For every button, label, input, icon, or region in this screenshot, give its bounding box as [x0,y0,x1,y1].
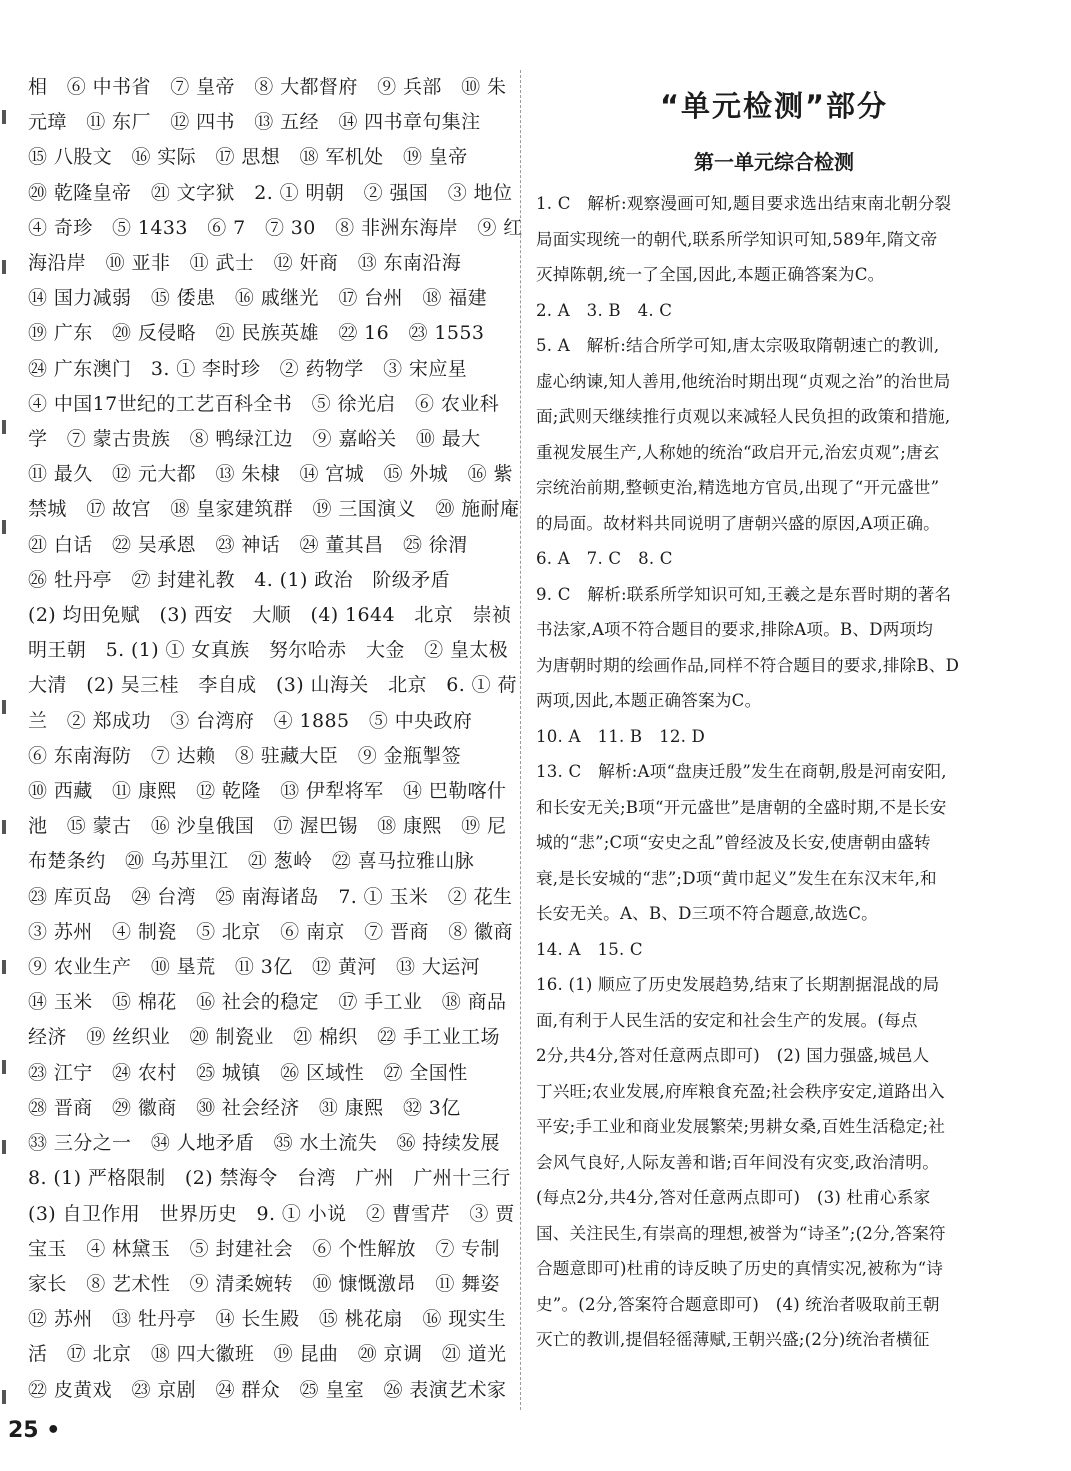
answer-line: 重视发展生产,人称她的统治“政启开元,治宏贞观”;唐玄 [536,442,940,462]
left-answer-column [28,70,523,1408]
answer-line: 合题意即可)杜甫的诗反映了历史的真情实况,被称为“诗 [536,1259,944,1278]
answer-line: ㉓ 江宁 ㉔ 农村 ㉕ 城镇 ㉖ 区域性 ㉗ 全国性 [28,1061,468,1084]
answer-line: ㉒ 皮黄戏 ㉓ 京剧 ㉔ 群众 ㉕ 皇室 ㉖ 表演艺术家 [28,1378,507,1401]
answer-line: 5. A 解析:结合所学可知,唐太宗吸取隋朝速亡的教训, [536,336,940,355]
answer-line: 学 ⑦ 蒙古贵族 ⑧ 鸭绿江边 ⑨ 嘉峪关 ⑩ 最大 [28,428,481,451]
answer-line: ⑭ 玉米 ⑮ 棉花 ⑯ 社会的稳定 ⑰ 手工业 ⑱ 商品 [28,991,507,1014]
answer-line: 书法家,A项不符合题目的要求,排除A项。B、D两项均 [536,620,934,639]
answer-line: ④ 奇珍 ⑤ 1433 ⑥ 7 ⑦ 30 ⑧ 非洲东海岸 ⑨ 红 [28,216,523,239]
answer-line: 家长 ⑧ 艺术性 ⑨ 清柔婉转 ⑩ 慷慨激昂 ⑪ 舞姿 [28,1272,500,1295]
answer-line: 城的“悲”;C项“安史之乱”曾经波及长安,使唐朝由盛转 [536,833,931,852]
answer-line: 史”。(2分,答案符合题意即可) (4) 统治者吸取前王朝 [536,1294,940,1314]
column-divider [520,70,522,1410]
answer-line: 相 ⑥ 中书省 ⑦ 皇帝 ⑧ 大都督府 ⑨ 兵部 ⑩ 朱 [28,76,507,98]
answer-line: (3) 自卫作用 世界历史 9. ① 小说 ② 曹雪芹 ③ 贾 [28,1202,515,1225]
answer-line: 14. A 15. C [536,939,643,959]
answer-line: (2) 均田免赋 (3) 西安 大顺 (4) 1644 北京 崇祯 [28,604,512,627]
answer-line: 元璋 ⑪ 东厂 ⑫ 四书 ⑬ 五经 ⑭ 四书章句集注 [28,111,481,134]
binding-edge-marks [0,0,10,1471]
answer-line: ⑭ 国力减弱 ⑮ 倭患 ⑯ 戚继光 ⑰ 台州 ⑱ 福建 [28,287,487,310]
answer-line: 为唐朝时期的绘画作品,同样不符合题目的要求,排除B、D [536,655,960,675]
answer-line: 兰 ② 郑成功 ③ 台湾府 ④ 1885 ⑤ 中央政府 [28,709,473,732]
right-answer-column [536,78,1012,1358]
answer-line: 池 ⑮ 蒙古 ⑯ 沙皇俄国 ⑰ 渥巴锡 ⑱ 康熙 ⑲ 尼 [28,815,507,838]
answer-line: ③ 苏州 ④ 制瓷 ⑤ 北京 ⑥ 南京 ⑦ 晋商 ⑧ 徽商 [28,920,513,943]
answer-line: ㉔ 广东澳门 3. ① 李时珍 ② 药物学 ③ 宋应星 [28,357,468,380]
answer-line: 16. (1) 顺应了历史发展趋势,结束了长期割据混战的局 [536,975,940,994]
answer-line: ㉓ 库页岛 ㉔ 台湾 ㉕ 南海诸岛 7. ① 玉米 ② 花生 [28,885,513,908]
answer-line: ⑩ 西藏 ⑪ 康熙 ⑫ 乾隆 ⑬ 伊犁将军 ⑭ 巴勒喀什 [28,780,507,803]
answer-line: ⑮ 八股文 ⑯ 实际 ⑰ 思想 ⑱ 军机处 ⑲ 皇帝 [28,146,468,169]
answer-line: 9. C 解析:联系所学知识可知,王羲之是东晋时期的著名 [536,584,952,604]
answer-line: 海沿岸 ⑩ 亚非 ⑪ 武士 ⑫ 奸商 ⑬ 东南沿海 [28,252,462,275]
answer-line: 禁城 ⑰ 故宫 ⑱ 皇家建筑群 ⑲ 三国演义 ⑳ 施耐庵 [28,498,520,521]
answer-line: 会风气良好,人际友善和谐;百年间没有灾变,政治清明。 [536,1152,939,1172]
answer-line: ⑨ 农业生产 ⑩ 垦荒 ⑪ 3亿 ⑫ 黄河 ⑬ 大运河 [28,956,481,979]
answer-line: 活 ⑰ 北京 ⑱ 四大徽班 ⑲ 昆曲 ⑳ 京调 ㉑ 道光 [28,1343,507,1366]
answer-line: 宗统治前期,整顿吏治,精选地方官员,出现了“开元盛世” [536,478,940,497]
answer-line: 2分,共4分,答对任意两点即可) (2) 国力强盛,城邑人 [536,1046,930,1065]
answer-line: ㉖ 牡丹亭 ㉗ 封建礼教 4. (1) 政治 阶级矛盾 [28,568,451,591]
answer-line: 经济 ⑲ 丝织业 ⑳ 制瓷业 ㉑ 棉织 ㉒ 手工业工场 [28,1026,500,1049]
answer-line: 衰,是长安城的“悲”;D项“黄巾起义”发生在东汉末年,和 [536,868,937,888]
answer-line: 布楚条约 ⑳ 乌苏里江 ㉑ 葱岭 ㉒ 喜马拉雅山脉 [28,850,475,873]
answer-line: 灭亡的教训,提倡轻徭薄赋,王朝兴盛;(2分)统治者横征 [536,1330,930,1349]
answer-line: ⑳ 乾隆皇帝 ㉑ 文字狱 2. ① 明朝 ② 强国 ③ 地位 [28,181,513,204]
answer-line: 面;武则天继续推行贞观以来减轻人民负担的政策和措施, [536,407,951,426]
answer-line: ⑥ 东南海防 ⑦ 达赖 ⑧ 驻藏大臣 ⑨ 金瓶掣签 [28,744,462,767]
answer-line: 局面实现统一的朝代,联系所学知识可知,589年,隋文帝 [536,229,938,249]
answer-line: 10. A 11. B 12. D [536,726,706,746]
answer-line: 明王朝 5. (1) ① 女真族 努尔哈赤 大金 ② 皇太极 [28,639,509,662]
answer-line: ⑲ 广东 ⑳ 反侵略 ㉑ 民族英雄 ㉒ 16 ㉓ 1553 [28,322,485,345]
answer-line: ⑫ 苏州 ⑬ 牡丹亭 ⑭ 长生殿 ⑮ 桃花扇 ⑯ 现实生 [28,1308,507,1331]
answer-line: 两项,因此,本题正确答案为C。 [536,691,762,710]
answer-line: (每点2分,共4分,答对任意两点即可) (3) 杜甫心系家 [536,1188,931,1207]
answer-line: 6. A 7. C 8. C [536,549,673,568]
answer-line: 丁兴旺;农业发展,府库粮食充盈;社会秩序安定,道路出入 [536,1081,945,1101]
unit-answers [536,186,1012,1358]
answer-line: ㉑ 白话 ㉒ 吴承恩 ㉓ 神话 ㉔ 董其昌 ㉕ 徐渭 [28,533,468,556]
answer-line: 8. (1) 严格限制 (2) 禁海令 台湾 广州 广州十三行 [28,1167,511,1190]
answer-line: 2. A 3. B 4. C [536,300,673,320]
answer-line: 虚心纳谏,知人善用,他统治时期出现“贞观之治”的治世局 [536,371,951,391]
answer-line: 长安无关。A、B、D三项不符合题意,故选C。 [536,904,878,923]
answer-line: 灭掉陈朝,统一了全国,因此,本题正确答案为C。 [536,265,885,284]
answer-line: 的局面。故材料共同说明了唐朝兴盛的原因,A项正确。 [536,513,940,533]
answer-line: 和长安无关;B项“开元盛世”是唐朝的全盛时期,不是长安 [536,797,947,817]
page-number: 25 • [8,1418,61,1443]
answer-line: ㉘ 晋商 ㉙ 徽商 ㉚ 社会经济 ㉛ 康熙 ㉜ 3亿 [28,1096,461,1119]
answer-line: ④ 中国17世纪的工艺百科全书 ⑤ 徐光启 ⑥ 农业科 [28,392,500,415]
answer-line: 1. C 解析:观察漫画可知,题目要求选出结束南北朝分裂 [536,194,952,213]
answer-line: 国、关注民生,有崇高的理想,被誉为“诗圣”;(2分,答案符 [536,1223,946,1243]
section-title: “单元检测”部分 [659,89,889,123]
answer-line: ㉝ 三分之一 ㉞ 人地矛盾 ㉟ 水土流失 ㊱ 持续发展 [28,1132,500,1155]
answer-line: ⑪ 最久 ⑫ 元大都 ⑬ 朱棣 ⑭ 宫城 ⑮ 外城 ⑯ 紫 [28,463,513,486]
answer-line: 大清 (2) 吴三桂 李自成 (3) 山海关 北京 6. ① 荷 [28,674,517,697]
answer-line: 面,有利于人民生活的安定和社会生产的发展。(每点 [536,1010,918,1030]
unit-title: 第一单元综合检测 [694,150,854,174]
answer-line: 13. C 解析:A项“盘庚迁殷”发生在商朝,殷是河南安阳, [536,762,947,781]
answer-line: 宝玉 ④ 林黛玉 ⑤ 封建社会 ⑥ 个性解放 ⑦ 专制 [28,1237,500,1260]
answer-line: 平安;手工业和商业发展繁荣;男耕女桑,百姓生活稳定;社 [536,1117,946,1136]
